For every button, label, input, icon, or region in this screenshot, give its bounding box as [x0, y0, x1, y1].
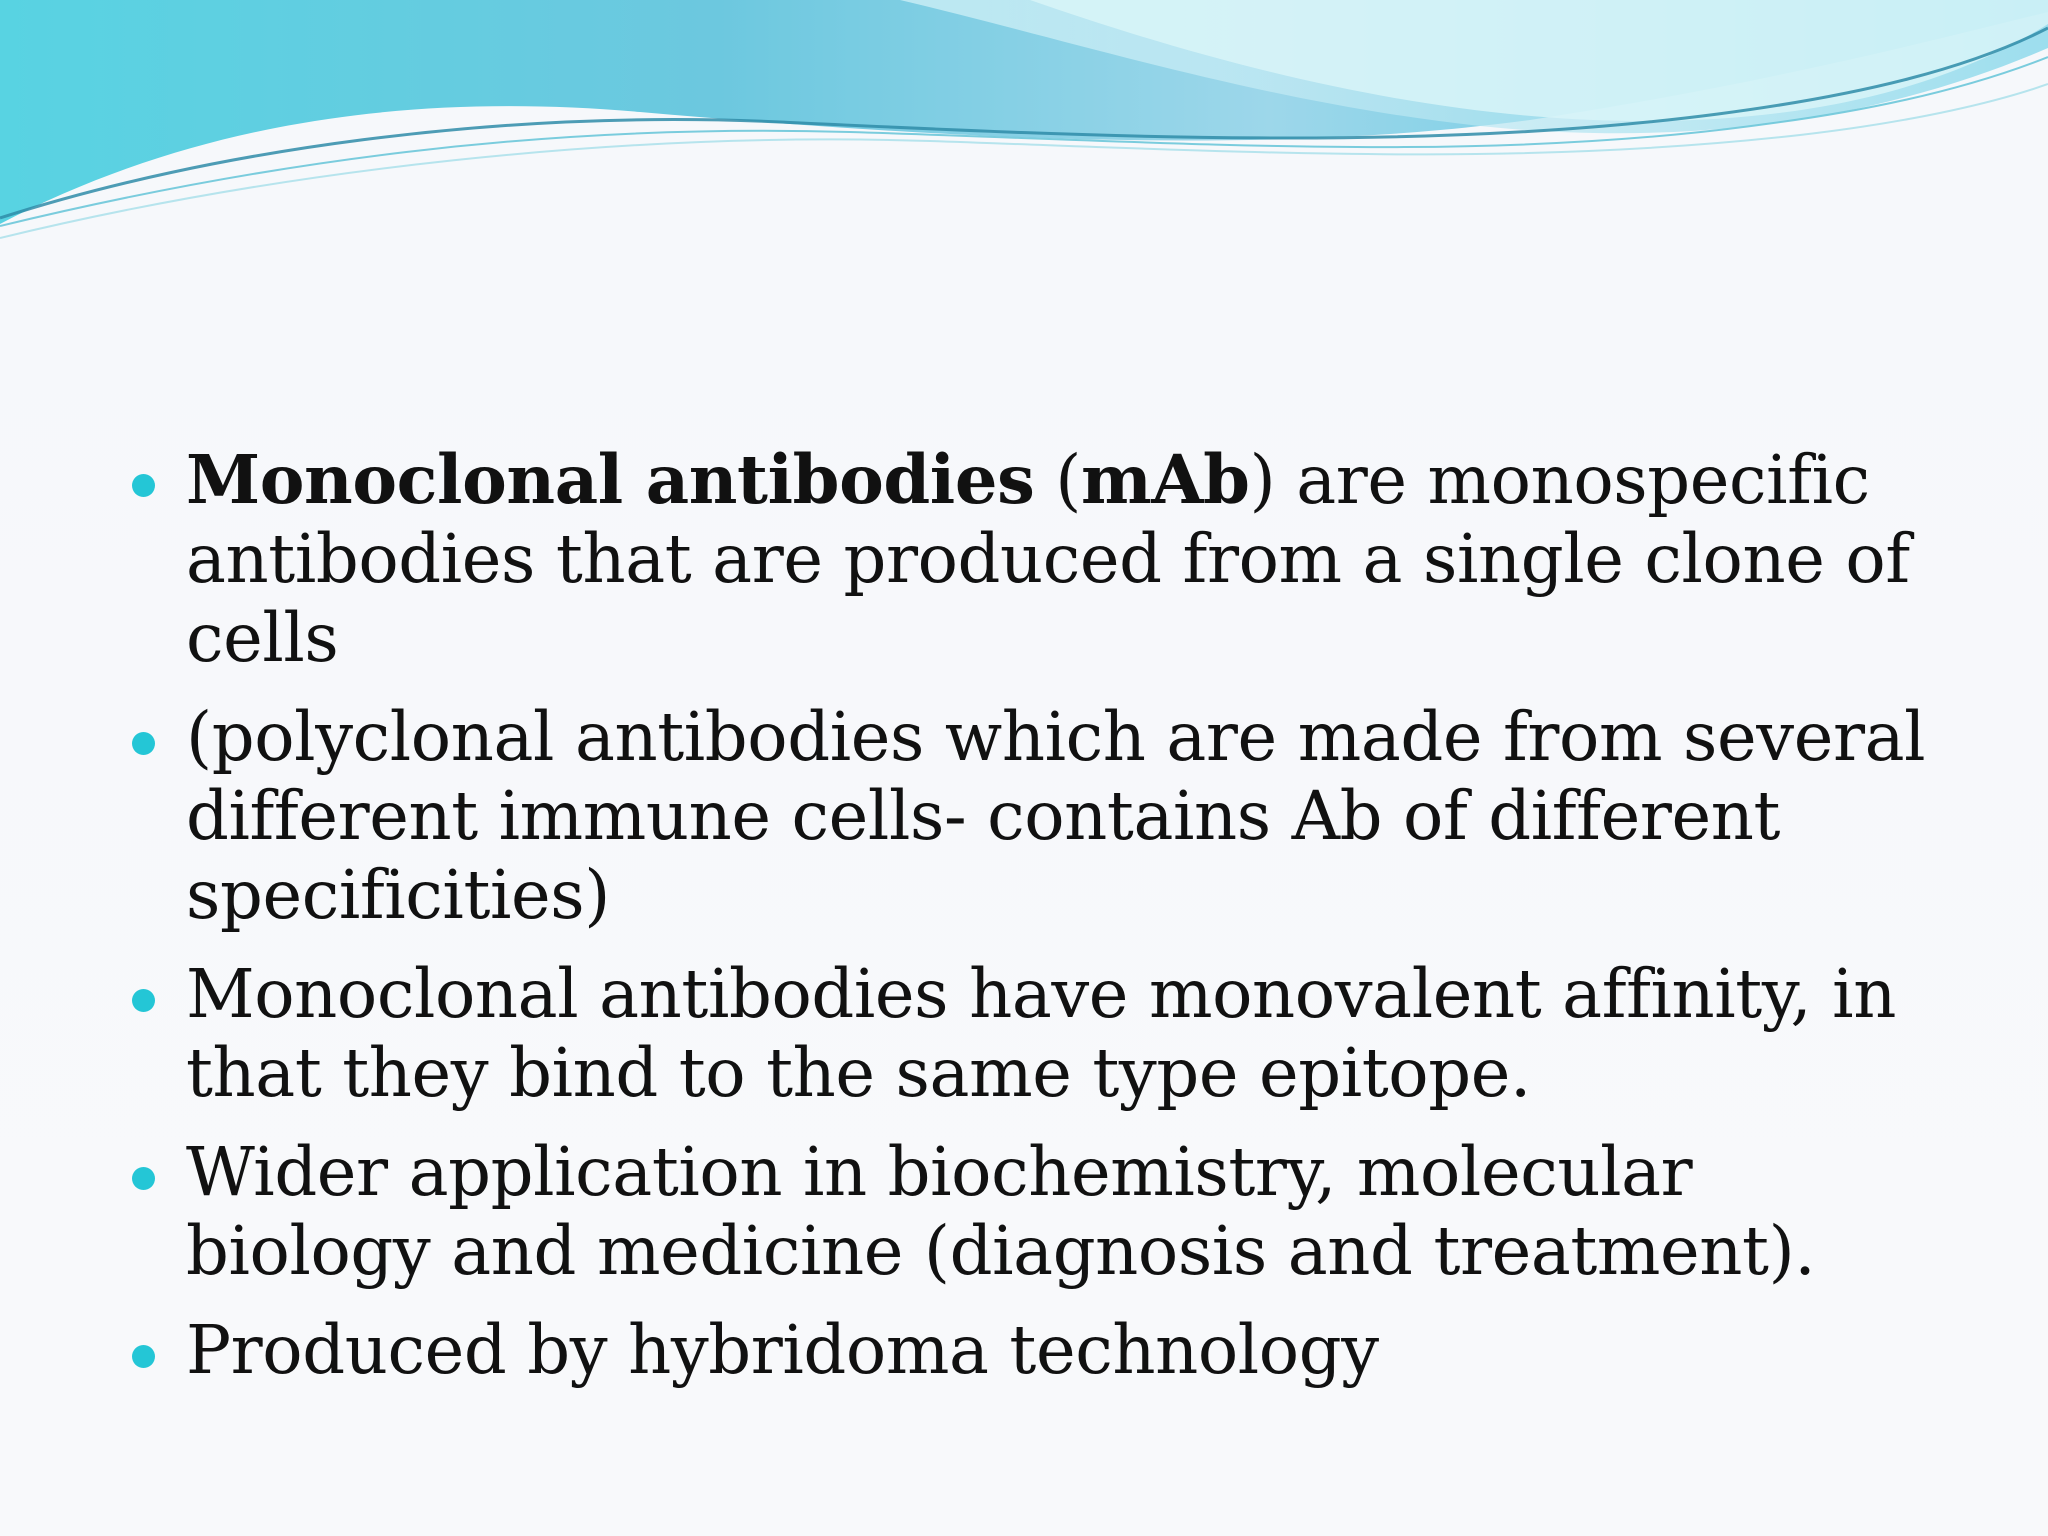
- bullet-text: (polyclonal antibodies which are made from several different immune cells- contains Ab of different specificities): [186, 698, 1926, 934]
- bullet-item-hybridoma: [128, 1311, 1948, 1390]
- bullet-item-monovalent-affinity: [128, 955, 1948, 1113]
- bullet-list: [128, 440, 1948, 1410]
- bullet-dot-icon: [132, 474, 155, 497]
- bullet-term: Monoclonal antibodies: [186, 440, 1035, 519]
- bullet-text: Wider application in biochemistry, molecular biology and medicine (diagnosis and treatment).: [186, 1133, 1816, 1290]
- bullet-dot-icon: [132, 732, 155, 755]
- bullet-text: Monoclonal antibodies have monovalent affinity, in that they bind to the same type epitope.: [186, 955, 1896, 1112]
- bullet-text: ) are monospecific antibodies that are produced from a single clone of cells: [186, 441, 1910, 677]
- bullet-text: Produced by hybridoma technology: [186, 1311, 1379, 1389]
- bullet-open-paren: (: [1034, 441, 1082, 519]
- bullet-item-monoclonal-definition: [128, 440, 1948, 678]
- header-wave-decoration: [0, 0, 2048, 260]
- bullet-dot-icon: [132, 989, 155, 1012]
- bullet-abbreviation: mAb: [1081, 440, 1250, 519]
- bullet-item-applications: [128, 1133, 1948, 1291]
- bullet-dot-icon: [132, 1167, 155, 1190]
- bullet-dot-icon: [132, 1345, 155, 1368]
- bullet-item-polyclonal-note: [128, 698, 1948, 935]
